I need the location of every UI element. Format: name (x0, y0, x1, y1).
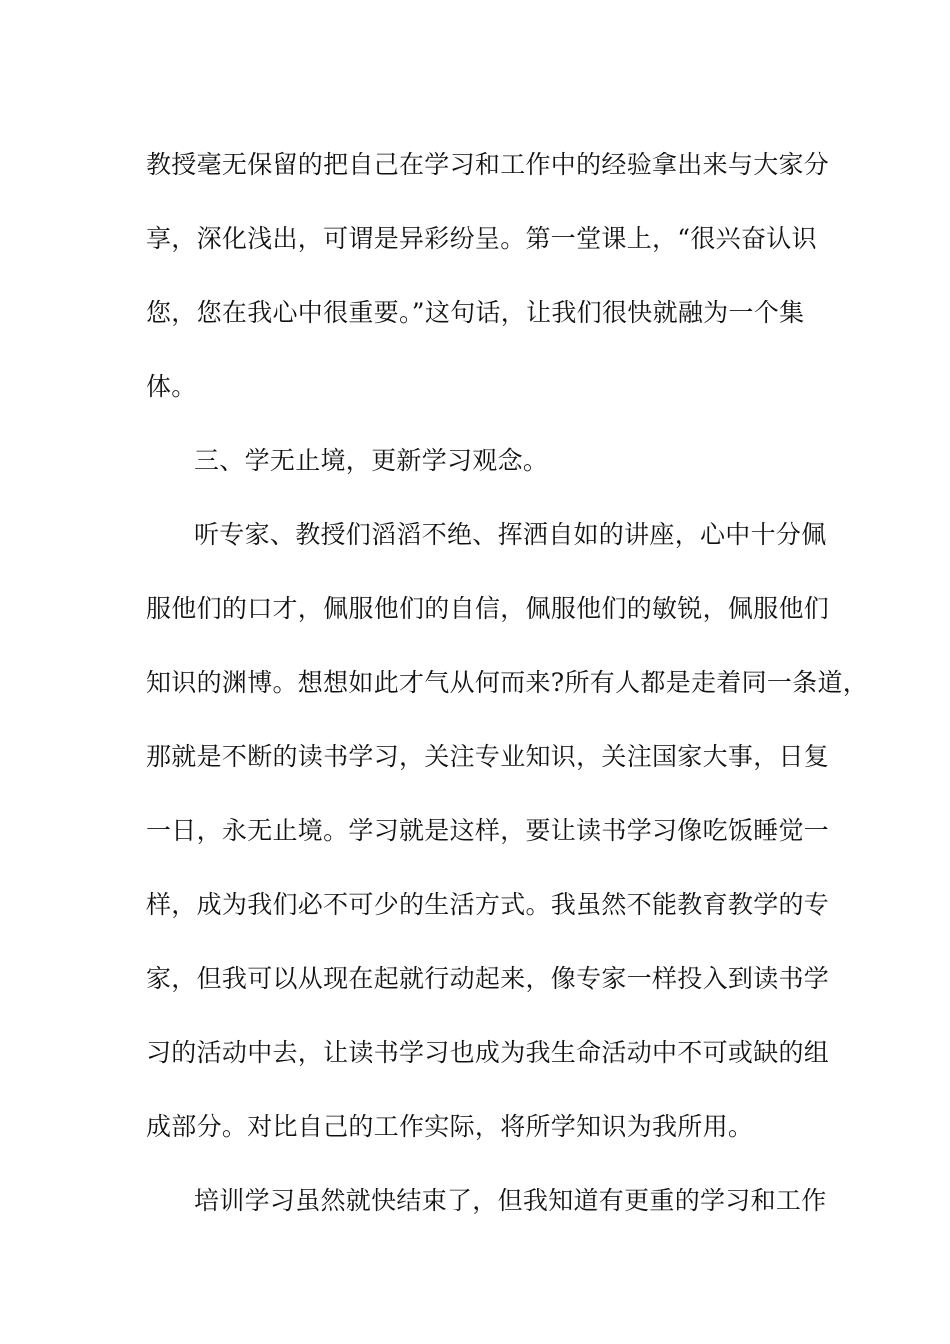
text-line: 成部分。对比自己的工作实际，将所学知识为我所用。 (146, 1112, 754, 1141)
text-line: 那就是不断的读书学习，关注专业知识，关注国家大事，日复 (146, 742, 830, 771)
text-line: 服他们的口才，佩服他们的自信，佩服他们的敏锐，佩服他们 (146, 594, 830, 623)
text-line: 教授毫无保留的把自己在学习和工作中的经验拿出来与大家分 (146, 150, 830, 179)
text-line: 样，成为我们必不可少的生活方式。我虽然不能教育教学的专 (146, 890, 830, 919)
text-line: 听专家、教授们滔滔不绝、挥洒自如的讲座，心中十分佩 (194, 520, 827, 549)
section-heading: 三、学无止境，更新学习观念。 (194, 446, 549, 475)
text-line: 一日，永无止境。学习就是这样，要让读书学习像吃饭睡觉一 (146, 816, 830, 845)
text-line: 享，深化浅出，可谓是异彩纷呈。第一堂课上，“很兴奋认识 (146, 224, 817, 253)
text-line: 培训学习虽然就快结束了，但我知道有更重的学习和工作 (194, 1186, 827, 1215)
text-line: 家，但我可以从现在起就行动起来，像专家一样投入到读书学 (146, 964, 830, 993)
document-body (146, 128, 869, 1238)
text-line: 体。 (146, 372, 197, 401)
text-line: 习的活动中去，让读书学习也成为我生命活动中不可或缺的组 (146, 1038, 830, 1067)
text-line: 您，您在我心中很重要。”这句话，让我们很快就融为一个集 (146, 298, 805, 327)
text-line: 知识的渊博。想想如此才气从何而来?所有人都是走着同一条道， (146, 668, 869, 697)
